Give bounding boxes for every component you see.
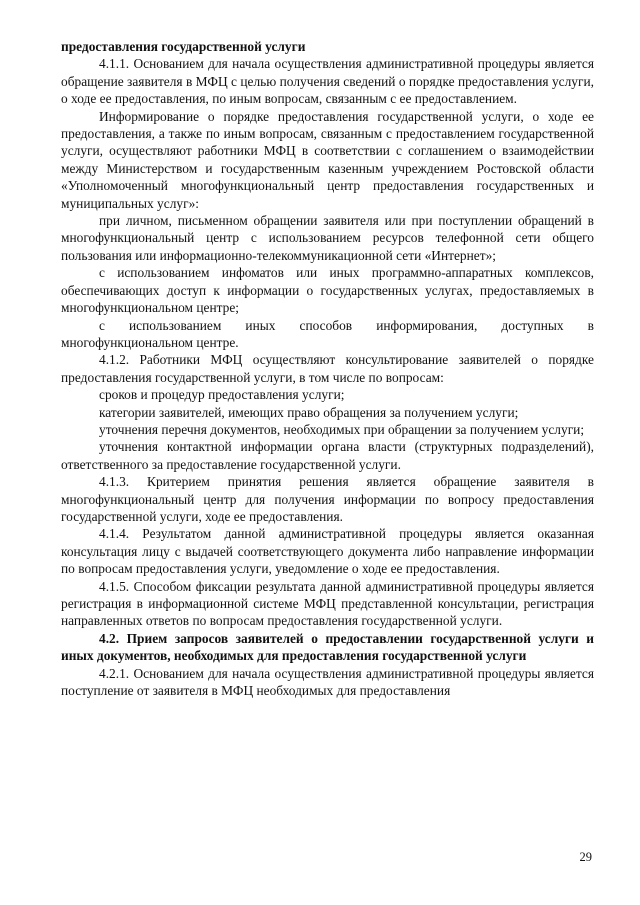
paragraph-9: уточнения перечня документов, необходимых при обращении за получением услуги; — [99, 421, 585, 437]
paragraph-15: 4.2.1. Основанием для начала осуществления административной процедуры является поступление от заявителя в МФЦ необходимых для предоставления — [61, 665, 594, 699]
paragraph-3: при личном, письменном обращении заявителя или при поступлении обращений в многофункциональный центр с использованием ресурсов телефонной сети общего пользования или информационно-телекоммуникационной сети «Интернет»; — [61, 213, 594, 263]
paragraph-8: категории заявителей, имеющих право обращения за получением услуги; — [99, 404, 519, 420]
paragraph-1: 4.1.1. Основанием для начала осуществления административной процедуры является обращение заявителя в МФЦ с целью получения сведений о порядке предоставления услуги, о ходе ее предоставления, по иным вопросам, связанным с ее предоставлением. — [61, 56, 594, 107]
paragraph-13: 4.1.5. Способом фиксации результата данной административной процедуры является регистрация в информационной системе МФЦ представленной консультации, регистрация направленных ответов по вопросам предоставления государственной услуги. — [61, 578, 594, 629]
paragraph-12: 4.1.4. Результатом данной административной процедуры является оказанная консультация лицу с выдачей соответствующего документа либо направление информации по вопросам предоставления услуги, уведомление о ходе ее предоставления. — [61, 526, 594, 577]
paragraph-7: сроков и процедур предоставления услуги; — [99, 387, 345, 403]
page-number: 29 — [579, 850, 592, 864]
paragraph-0: предоставления государственной услуги — [61, 39, 306, 54]
paragraph-4: с использованием инфоматов или иных программно-аппаратных комплексов, обеспечивающих доступ к информации о государственных услугах, предоставляемых в многофункциональном центре; — [61, 265, 594, 316]
paragraph-2: Информирование о порядке предоставления государственной услуги, о ходе ее предоставления, а также по иным вопросам, связанным с предоставлением государственной услуги, осуществляют работники МФЦ в соответствии с соглашением о взаимодействии между Министерством и государственным казенным учреждением Ростовской области «Уполномоченный многофункциональный центр предоставления государственных и муниципальных услуг»: — [61, 108, 594, 211]
section-heading-4-2: 4.2. Прием запросов заявителей о предоставлении государственной услуги и иных документов, необходимых для предоставления государственной услуги — [61, 630, 594, 664]
paragraph-11: 4.1.3. Критерием принятия решения является обращение заявителя в многофункциональный центр для получения информации по вопросу предоставления государственной услуги, ходе ее предоставления. — [61, 474, 594, 524]
paragraph-5: с использованием иных способов информирования, доступных в многофункциональном центре. — [61, 317, 594, 350]
document-body — [61, 38, 594, 699]
paragraph-10: уточнения контактной информации органа власти (структурных подразделений), ответственного за предоставление государственной услуги. — [61, 439, 594, 472]
paragraph-6: 4.1.2. Работники МФЦ осуществляют консультирование заявителей о порядке предоставления государственной услуги, в том числе по вопросам: — [61, 352, 594, 385]
